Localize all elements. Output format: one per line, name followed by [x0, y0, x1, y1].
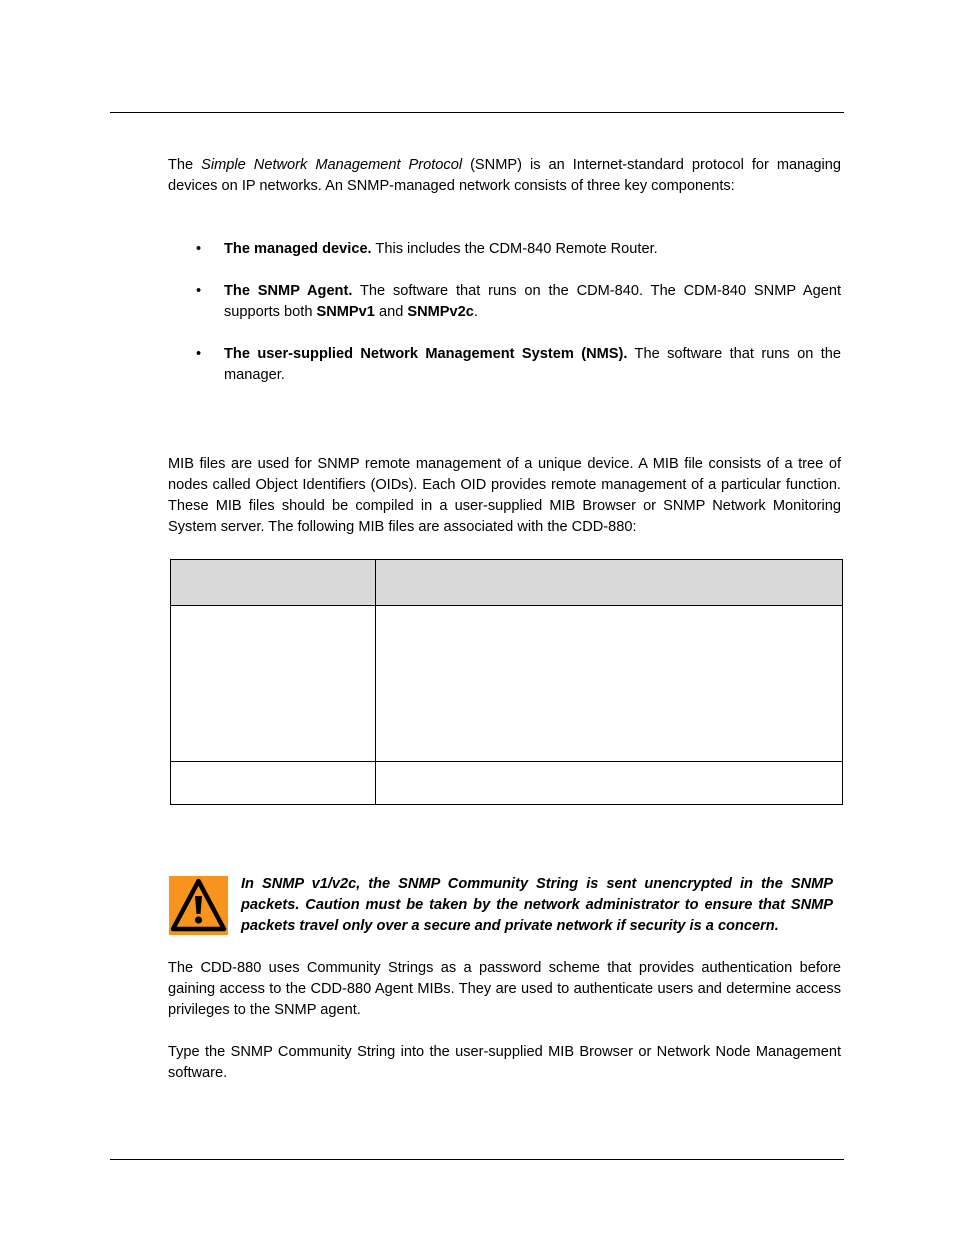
- footer-rule: [110, 1159, 844, 1160]
- table-cell: [376, 606, 843, 762]
- mib-files-table: [170, 559, 843, 805]
- community-paragraph: The CDD-880 uses Community Strings as a password scheme that provides authentication before gaining access to the CDD-880 Agent MIBs. They are used to authenticate users and determine access privileges to the SNMP agent.: [168, 960, 841, 1018]
- table-cell: [171, 762, 376, 805]
- bullet-icon: •: [196, 283, 202, 299]
- table-row: [171, 606, 843, 762]
- table-row: [171, 762, 843, 805]
- intro-paragraph: The Simple Network Management Protocol (SNMP) is an Internet-standard protocol for managing devices on IP networks. An SNMP-managed network consists of three key components:: [168, 157, 842, 194]
- table-cell: [171, 606, 376, 762]
- mib-paragraph: MIB files are used for SNMP remote management of a unique device. A MIB file consists of a tree of nodes called Object Identifiers (OIDs). Each OID provides remote management of a particular function. These MIB files should be compiled in a user-supplied MIB Browser or SNMP Network Monitoring System server. The following MIB files are associated with the CDD-880:: [168, 456, 841, 535]
- warning-triangle-icon: [169, 876, 228, 935]
- bullet-icon: •: [196, 241, 202, 257]
- bullet-icon: •: [196, 346, 202, 362]
- table-header-cell: [171, 560, 376, 606]
- snmp-term: Simple Network Management Protocol: [201, 157, 463, 173]
- instruction-paragraph: Type the SNMP Community String into the user-supplied MIB Browser or Network Node Management software.: [168, 1044, 841, 1081]
- table-header-cell: [376, 560, 843, 606]
- header-rule: [110, 112, 844, 113]
- table-cell: [376, 762, 843, 805]
- caution-note: In SNMP v1/v2c, the SNMP Community String is sent unencrypted in the SNMP packets. Caution must be taken by the network administrator to ensure that SNMP packets travel only over a secure and private network if security is a concern.: [241, 876, 833, 934]
- table-header-row: [171, 560, 843, 606]
